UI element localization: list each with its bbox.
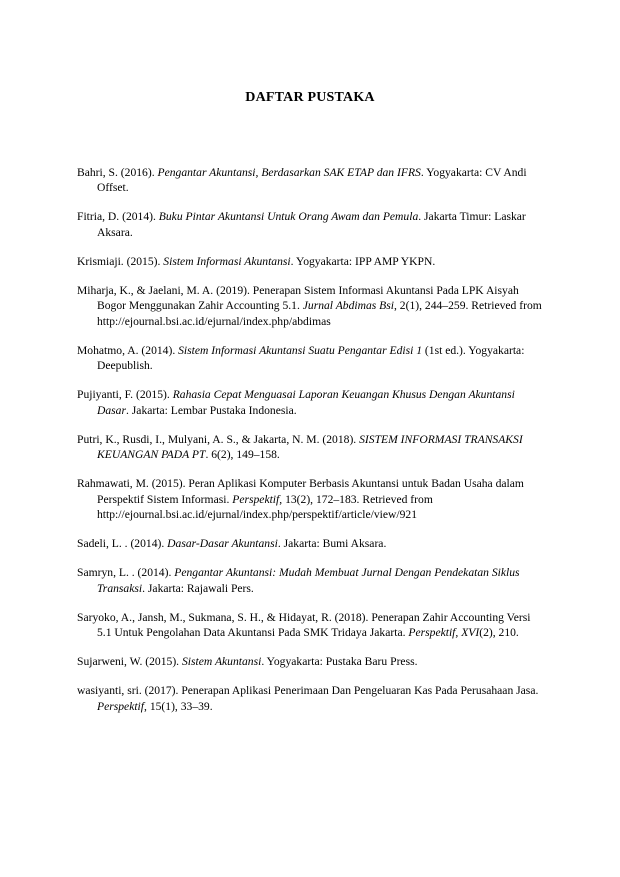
reference-entry [77,254,547,270]
reference-text: Bahri, S. (2016). [77,165,158,179]
reference-list [77,153,547,728]
reference-text: . Yogyakarta: Pustaka Baru Press. [261,655,418,669]
reference-text: Miharja, K., & Jaelani, M. A. (2019). Penerapan Sistem Informasi Akuntansi Pada LPK Aisyah Bogor Menggunakan Zahir Accounting 5.1. [77,283,519,313]
reference-title: Pengantar Akuntansi: Mudah Membuat Jurnal Dengan Pendekatan Siklus Transaksi [97,566,520,595]
reference-title: Sistem Akuntansi [181,655,262,669]
reference-title: Rahasia Cepat Menguasai Laporan Keuangan Khusus Dengan Akuntansi Dasar [97,388,515,417]
reference-text: . Jakarta: Lembar Pustaka Indonesia. [126,403,297,417]
reference-text: Fitria, D. (2014). [77,210,159,224]
reference-entry [77,683,547,714]
reference-text: (2), 210. [479,626,519,640]
reference-text: Pujiyanti, F. (2015). [77,388,173,402]
reference-entry [77,565,547,596]
reference-entry [77,387,547,418]
reference-text: , 2(1), 244–259. Retrieved from http://ejournal.bsi.ac.id/ejurnal/index.php/abdimas [97,299,542,328]
reference-text: . 6(2), 149–158. [205,448,280,462]
reference-text: (1st ed.). Yogyakarta: Deepublish. [97,343,525,373]
reference-title: Pengantar Akuntansi, Berdasarkan SAK ETAP dan IFRS [157,165,421,179]
reference-entry [77,432,547,463]
reference-text: . Jakarta Timur: Laskar Aksara. [97,210,526,239]
reference-title: Perspektif [97,699,145,713]
reference-text: Saryoko, A., Jansh, M., Sukmana, S. H., & Hidayat, R. (2018). Penerapan Zahir Accounting Versi 5.1 Untuk Pengolahan Data Akuntansi Pada SMK Tridaya Jakarta. [77,610,531,640]
reference-text: . Yogyakarta: CV Andi Offset. [97,165,527,195]
reference-title: Jurnal Abdimas Bsi [302,299,394,313]
reference-title: Perspektif, XVI [408,626,480,640]
reference-text: Samryn, L. . (2014). [77,566,175,580]
reference-text: Krismiaji. (2015). [77,254,164,268]
reference-title: SISTEM INFORMASI TRANSAKSI KEUANGAN PADA PT [97,432,523,462]
reference-text: . Jakarta: Rajawali Pers. [142,581,254,595]
page-title: DAFTAR PUSTAKA [245,90,375,105]
reference-entry [77,610,547,641]
reference-entry [77,536,547,552]
reference-title: Sistem Informasi Akuntansi [163,254,291,268]
reference-title: Buku Pintar Akuntansi Untuk Orang Awam dan Pemula [158,210,419,224]
reference-entry [77,209,547,240]
reference-entry [77,343,547,374]
reference-entry [77,476,547,523]
reference-text: Sujarweni, W. (2015). [77,655,182,669]
reference-title: Perspektif [232,492,280,506]
reference-text: Putri, K., Rusdi, I., Mulyani, A. S., & Jakarta, N. M. (2018). [77,432,360,446]
reference-text: , 13(2), 172–183. Retrieved from http://ejournal.bsi.ac.id/ejurnal/index.php/perspektif/article/view/921 [97,492,433,522]
reference-text: Mohatmo, A. (2014). [77,343,179,357]
reference-text: Sadeli, L. . (2014). [77,537,168,551]
reference-text: Rahmawati, M. (2015). Peran Aplikasi Komputer Berbasis Akuntansi untuk Badan Usaha dalam Perspektif Sistem Informasi. [77,477,524,506]
reference-entry [77,165,547,196]
reference-text: , 15(1), 33–39. [144,699,213,713]
reference-entry [77,654,547,670]
reference-text: wasiyanti, sri. (2017). Penerapan Aplikasi Penerimaan Dan Pengeluaran Kas Pada Perusahaan Jasa. [77,684,539,698]
reference-text: . Jakarta: Bumi Aksara. [277,537,387,551]
reference-title: Sistem Informasi Akuntansi Suatu Pengantar Edisi 1 [178,343,423,357]
reference-text: . Yogyakarta: IPP AMP YKPN. [290,254,436,268]
reference-title: Dasar-Dasar Akuntansi [167,537,278,551]
reference-entry [77,283,547,330]
